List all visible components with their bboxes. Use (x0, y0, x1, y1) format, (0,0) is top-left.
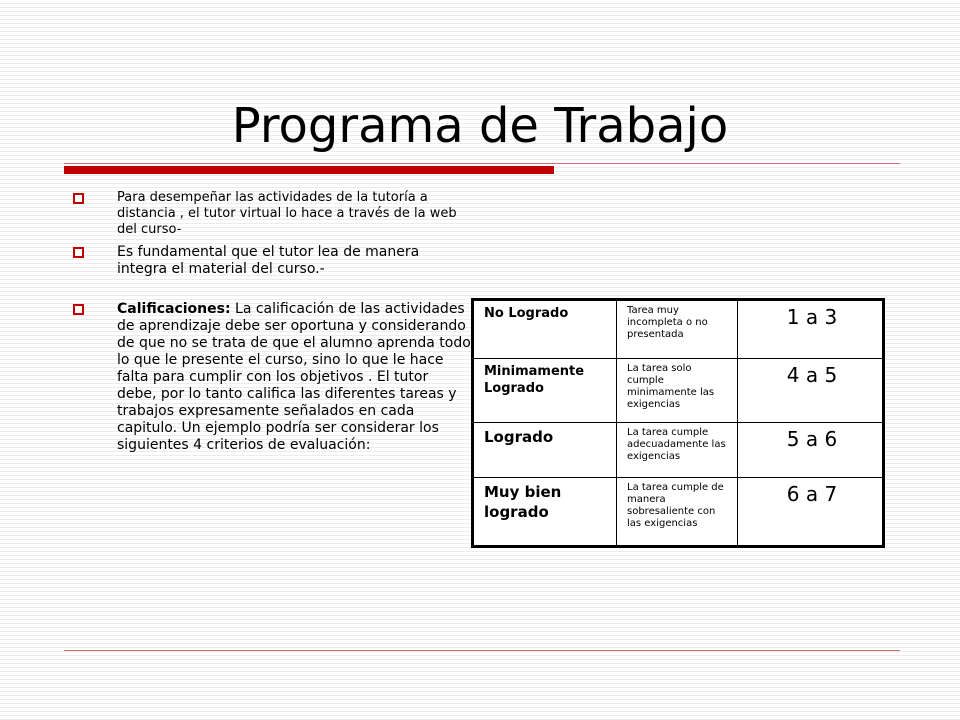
level-cell: Minimamente Logrado (473, 358, 617, 423)
bullet-item (72, 190, 472, 238)
description-cell: La tarea cumple adecuadamente las exigencias (617, 423, 738, 478)
grading-table (471, 298, 885, 548)
bullet-item (72, 301, 472, 454)
level-cell: Muy bien logrado (473, 478, 617, 547)
description-cell: La tarea solo cumple minimamente las exigencias (617, 358, 738, 423)
footer-rule (64, 650, 900, 651)
table-row (473, 423, 884, 478)
square-bullet-icon (73, 193, 84, 204)
square-bullet-icon (73, 247, 84, 258)
level-cell: Logrado (473, 423, 617, 478)
bullet-item (72, 244, 472, 278)
title-underline-thin (64, 163, 900, 164)
square-bullet-icon (73, 304, 84, 315)
range-cell: 4 a 5 (738, 358, 884, 423)
bullet-text: Es fundamental que el tutor lea de manera integra el material del curso.- (117, 244, 420, 277)
bullet-lead: Calificaciones: (117, 301, 231, 317)
range-cell: 6 a 7 (738, 478, 884, 547)
slide-title: Programa de Trabajo (231, 98, 729, 154)
table-row (473, 300, 884, 359)
range-cell: 5 a 6 (738, 423, 884, 478)
description-cell: Tarea muy incompleta o no presentada (617, 300, 738, 359)
level-cell: No Logrado (473, 300, 617, 359)
description-cell: La tarea cumple de manera sobresaliente con las exigencias (617, 478, 738, 547)
bullet-list (72, 190, 472, 460)
title-underline-accent (64, 166, 554, 174)
bullet-text: La calificación de las actividades de aprendizaje debe ser oportuna y considerando de que no se trata de que el alumno aprenda todo lo que le presente el curso, sino lo que le hace falta para cumplir con los objetivos . El tutor debe, por lo tanto califica las diferentes tareas y trabajos expresamente señalados en cada capitulo. Un ejemplo podría ser considerar los siguientes 4 criterios de evaluación: (117, 301, 471, 453)
range-cell: 1 a 3 (738, 300, 884, 359)
bullet-text: Para desempeñar las actividades de la tutoría a distancia , el tutor virtual lo hace a través de la web del curso- (117, 190, 457, 237)
table-row (473, 358, 884, 423)
table-row (473, 478, 884, 547)
